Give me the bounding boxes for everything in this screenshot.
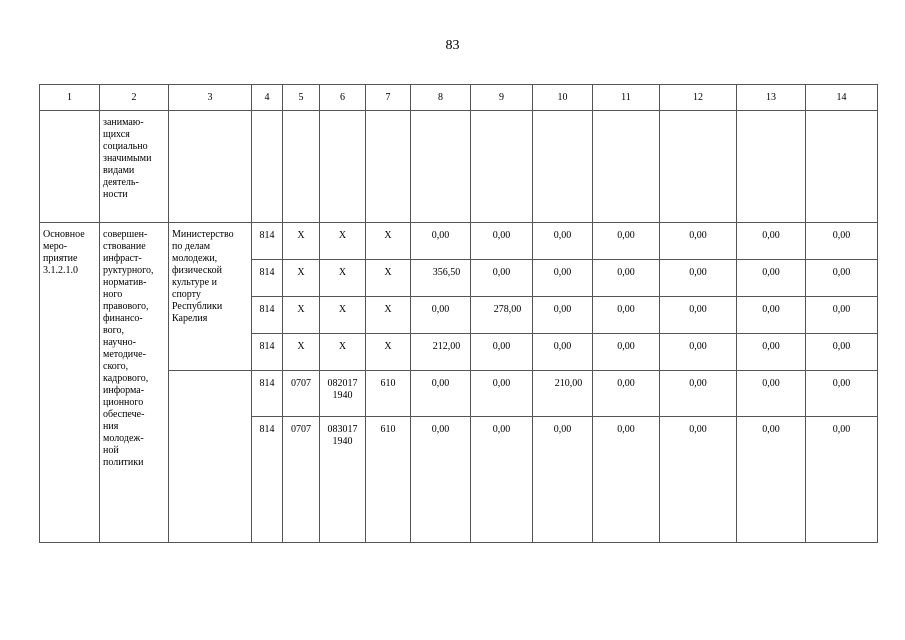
table-cell: Х: [320, 223, 366, 260]
table-cell: 0,00: [806, 371, 878, 417]
table-cell: [737, 111, 806, 223]
header-cell: 9: [471, 85, 533, 111]
page-number: 83: [445, 38, 460, 53]
table-cell: 0,00: [593, 371, 660, 417]
table-row: [40, 223, 878, 260]
header-cell: 5: [283, 85, 320, 111]
table-cell: 610: [366, 417, 411, 543]
activity-description-cell: совершен- ствование инфраст- руктурного, норматив- ного правового, финансо- вого, научно- методиче- ского, кадрового, информа- ционного обеспече- ния молодеж- ной политики: [100, 223, 169, 543]
header-cell: 7: [366, 85, 411, 111]
table-cell: 0,00: [471, 417, 533, 543]
table-cell: 212,00: [411, 334, 471, 371]
table-cell: [593, 111, 660, 223]
table-cell: [40, 111, 100, 223]
header-cell: 2: [100, 85, 169, 111]
table-cell: Х: [283, 297, 320, 334]
table-cell: 0,00: [411, 371, 471, 417]
table-cell: Х: [283, 334, 320, 371]
table-cell: 0,00: [737, 223, 806, 260]
header-cell: 12: [660, 85, 737, 111]
table-cell: 0,00: [660, 417, 737, 543]
table-cell: 0,00: [533, 334, 593, 371]
header-row: [40, 85, 878, 111]
table-cell: 0,00: [806, 223, 878, 260]
activity-description-continued: занимаю- щихся социально значимыми видами деятель- ности: [100, 111, 169, 223]
table-cell: 0,00: [471, 334, 533, 371]
table-cell: 0707: [283, 371, 320, 417]
table-cell: 0,00: [471, 223, 533, 260]
table-cell: 0,00: [471, 371, 533, 417]
table-cell: 0,00: [593, 297, 660, 334]
table-cell: [320, 111, 366, 223]
table-cell: 0,00: [411, 223, 471, 260]
table-cell: [411, 111, 471, 223]
table-cell: Х: [283, 223, 320, 260]
table-cell: 083017 1940: [320, 417, 366, 543]
table-cell: Х: [320, 297, 366, 334]
table-cell: 0,00: [411, 417, 471, 543]
table-cell: 0,00: [737, 334, 806, 371]
table-cell: [169, 371, 252, 543]
header-cell: 6: [320, 85, 366, 111]
table-cell: [660, 111, 737, 223]
table-cell: Х: [320, 260, 366, 297]
table-cell: Х: [366, 260, 411, 297]
table-cell: 0,00: [660, 223, 737, 260]
table-cell: 0,00: [737, 417, 806, 543]
table-cell: 0,00: [593, 260, 660, 297]
table-cell: 0,00: [806, 334, 878, 371]
table-cell: 0,00: [471, 260, 533, 297]
table-cell: Х: [366, 223, 411, 260]
table-cell: 0,00: [411, 297, 471, 334]
table-cell: 210,00: [533, 371, 593, 417]
header-cell: 3: [169, 85, 252, 111]
table-cell: 0,00: [533, 260, 593, 297]
table-cell: 0,00: [533, 417, 593, 543]
table-cell: 814: [252, 371, 283, 417]
table-cell: [806, 111, 878, 223]
table-cell: [252, 111, 283, 223]
table-cell: [283, 111, 320, 223]
table-cell: Х: [320, 334, 366, 371]
header-cell: 1: [40, 85, 100, 111]
table-cell: 0,00: [660, 334, 737, 371]
header-cell: 13: [737, 85, 806, 111]
table-cell: 0,00: [593, 223, 660, 260]
table-cell: 0,00: [737, 371, 806, 417]
table-cell: 814: [252, 334, 283, 371]
table-cell: [533, 111, 593, 223]
table-cell: 0,00: [806, 260, 878, 297]
table-cell: 278,00: [471, 297, 533, 334]
table-cell: 0,00: [660, 371, 737, 417]
table-cell: Х: [366, 334, 411, 371]
table-cell: 0,00: [593, 417, 660, 543]
table-cell: [169, 111, 252, 223]
table-cell: 0,00: [533, 223, 593, 260]
table-cell: Х: [366, 297, 411, 334]
table-cell: [366, 111, 411, 223]
table-cell: 610: [366, 371, 411, 417]
table-cell: [471, 111, 533, 223]
table-cell: 0,00: [737, 260, 806, 297]
table-cell: 814: [252, 223, 283, 260]
responsible-executor-cell: Министерство по делам молодежи, физической культуре и спорту Республики Карелия: [169, 223, 252, 371]
header-cell: 14: [806, 85, 878, 111]
table-cell: Х: [283, 260, 320, 297]
budget-table: [39, 84, 878, 543]
table-cell: 0707: [283, 417, 320, 543]
table-cell: 814: [252, 297, 283, 334]
continuation-row: [40, 111, 878, 223]
header-cell: 11: [593, 85, 660, 111]
table-cell: 0,00: [533, 297, 593, 334]
table-cell: 082017 1940: [320, 371, 366, 417]
table-cell: 0,00: [660, 260, 737, 297]
header-cell: 4: [252, 85, 283, 111]
table-cell: 0,00: [806, 297, 878, 334]
header-cell: 10: [533, 85, 593, 111]
table-cell: 0,00: [737, 297, 806, 334]
table-cell: 0,00: [806, 417, 878, 543]
header-cell: 8: [411, 85, 471, 111]
table-cell: 356,50: [411, 260, 471, 297]
activity-type-cell: Основное меро- приятие 3.1.2.1.0: [40, 223, 100, 543]
table-cell: 0,00: [593, 334, 660, 371]
table-cell: 814: [252, 417, 283, 543]
table-cell: 814: [252, 260, 283, 297]
table-cell: 0,00: [660, 297, 737, 334]
